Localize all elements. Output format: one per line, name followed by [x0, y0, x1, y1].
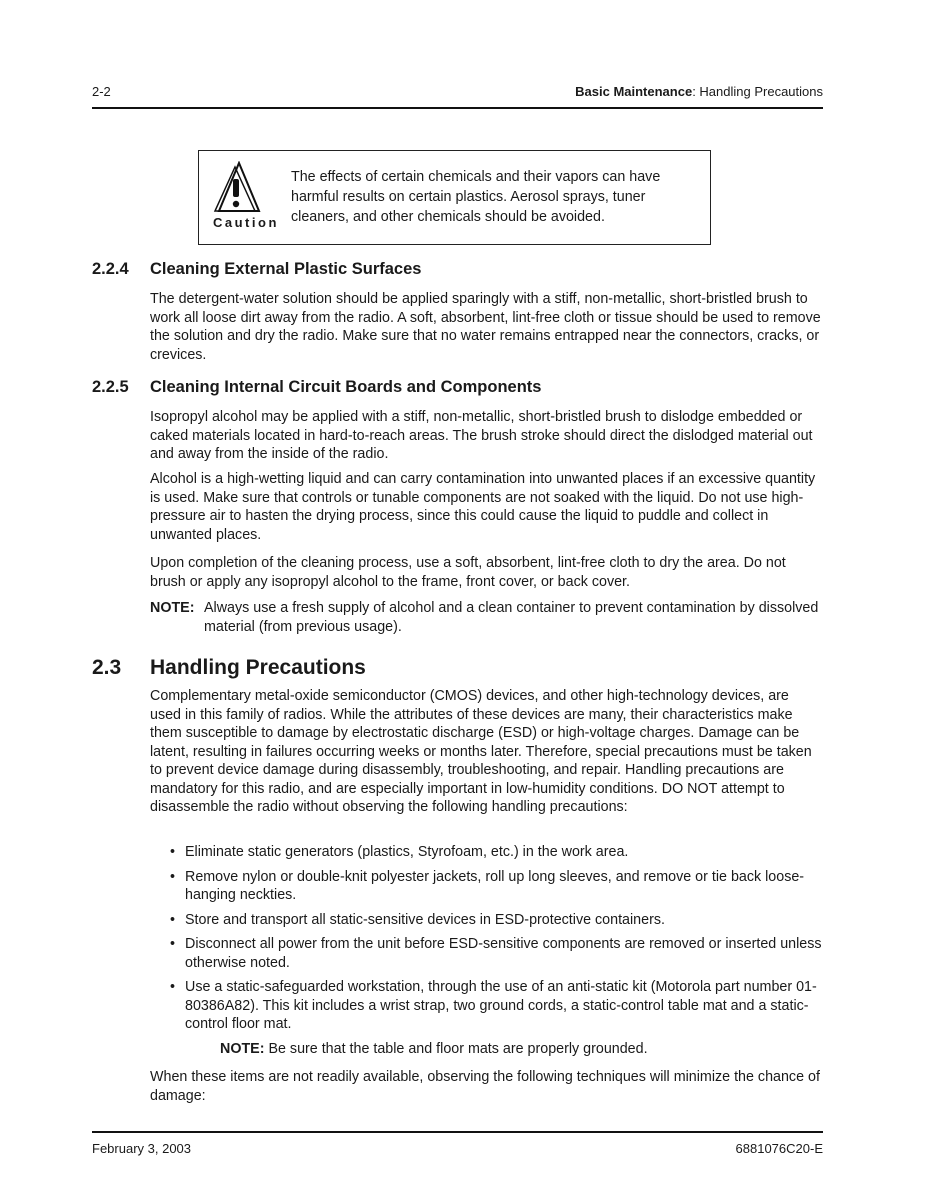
running-header-section: Basic Maintenance — [575, 84, 693, 99]
note-text: Be sure that the table and floor mats are properly grounded. — [264, 1041, 648, 1057]
page-number: 2-2 — [92, 84, 111, 99]
list-item: • Eliminate static generators (plastics, Styrofoam, etc.) in the work area. — [170, 844, 629, 860]
footer-rule — [92, 1131, 823, 1133]
caution-label: Caution — [213, 215, 279, 230]
list-item: • Use a static-safeguarded workstation, through the use of an anti-static kit (Motorola part number 01-80386A82). This kit includes a wrist strap, two ground cords, a static-control table mat and a static-control floor mat. — [170, 979, 817, 1032]
footer-doc-number: 6881076C20-E — [735, 1141, 823, 1156]
list-item: • Disconnect all power from the unit before ESD-sensitive components are removed or inserted unless otherwise noted. — [170, 936, 822, 971]
note-text: Always use a fresh supply of alcohol and a clean container to prevent contamination by dissolved material (from previous usage). — [204, 600, 819, 635]
footer-date: February 3, 2003 — [92, 1141, 192, 1156]
section-heading-2-2-5 — [92, 378, 541, 397]
warning-triangle-icon — [213, 161, 261, 217]
paragraph: When these items are not readily available, observing the following techniques will minimize the chance of damage: — [150, 1069, 820, 1104]
section-number: 2.2.5 — [92, 378, 129, 396]
paragraph: Upon completion of the cleaning process, use a soft, absorbent, lint-free cloth to dry the area. Do not brush or apply any isopropyl alcohol to the frame, front cover, or back cover. — [150, 555, 786, 590]
paragraph: Complementary metal-oxide semiconductor (CMOS) devices, and other high-technology devices, are used in this family of radios. While the attributes of these devices are many, their characteristics make them susceptible to damage by electrostatic discharge (ESD) or high-voltage charges. Damage can be latent, resulting in failures occurring weeks or months later. Therefore, special precautions must be taken to prevent device damage during disassembly, troubleshooting, and repair. Handling precautions are mandatory for this radio, and are especially important in low-humidity conditions. DO NOT attempt to disassemble the radio without observing the following handling precautions: — [150, 688, 812, 815]
section-title: Cleaning Internal Circuit Boards and Components — [150, 378, 542, 396]
section-title: Handling Precautions — [150, 656, 366, 679]
section-number: 2.2.4 — [92, 260, 129, 278]
list-item: • Remove nylon or double-knit polyester jackets, roll up long sleeves, and remove or tie back loose-hanging neckties. — [170, 868, 805, 903]
note-label: NOTE: — [220, 1041, 265, 1057]
caution-box — [198, 150, 711, 245]
paragraph: Alcohol is a high-wetting liquid and can carry contamination into unwanted places if an excessive quantity is used. Make sure that controls or tunable components are not soaked with the liquid. Do not use high-pressure air to hasten the drying process, since this could cause the liquid to puddle and collect in unwanted places. — [150, 471, 816, 543]
note — [150, 599, 822, 636]
section-number: 2.3 — [92, 656, 122, 679]
header-rule — [92, 107, 823, 109]
section-heading-2-3 — [92, 656, 366, 680]
section-heading-2-2-4 — [92, 260, 421, 279]
list-item: • Store and transport all static-sensitive devices in ESD-protective containers. — [170, 911, 665, 928]
note-label: NOTE: — [150, 600, 195, 616]
running-header — [575, 84, 823, 99]
paragraph: The detergent-water solution should be applied sparingly with a stiff, non-metallic, short-bristled brush to work all loose dirt away from the radio. A soft, absorbent, lint-free cloth or tissue should be used to remove the solution and dry the radio. Make sure that no water remains entrapped near the connectors, cracks, or crevices. — [150, 291, 821, 363]
note — [220, 1040, 820, 1059]
section-title: Cleaning External Plastic Surfaces — [150, 260, 422, 278]
caution-text: The effects of certain chemicals and their vapors can have harmful results on certain plastics. Aerosol sprays, tuner cleaners, and other chemicals should be avoided. — [291, 169, 661, 225]
running-header-topic: : Handling Precautions — [692, 84, 823, 99]
paragraph: Isopropyl alcohol may be applied with a stiff, non-metallic, short-bristled brush to dislodge embedded or caked materials located in hard-to-reach areas. The brush stroke should direct the dislodged material out and away from the inside of the radio. — [150, 409, 813, 462]
precautions-list — [168, 843, 822, 1040]
